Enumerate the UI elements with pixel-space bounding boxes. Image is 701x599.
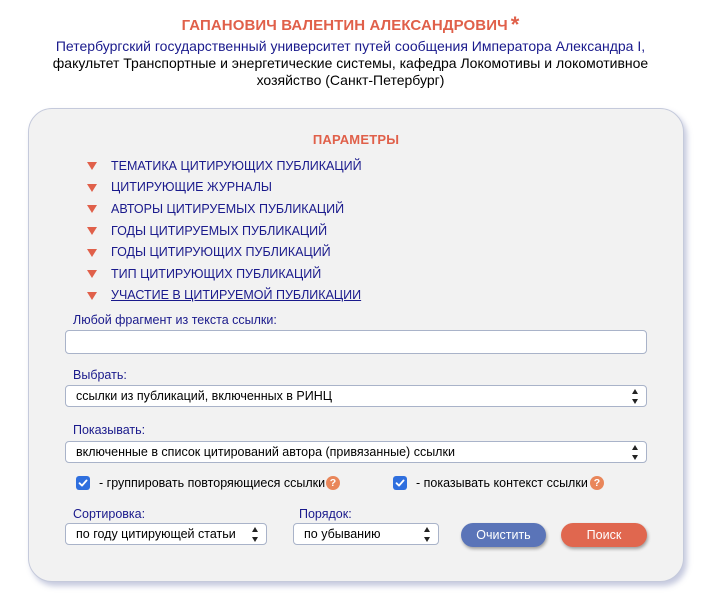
source-select[interactable] [65,385,647,407]
param-item-label: ГОДЫ ЦИТИРУЮЩИХ ПУБЛИКАЦИЙ [111,245,331,260]
group-duplicates-label: - группировать повторяющиеся ссылки [99,476,326,490]
affiliation-details: факультет Транспортные и энергетические системы, кафедра Локомотивы и локомотивное хозяйство (Санкт-Петербург) [52,55,649,88]
show-select[interactable] [65,441,647,463]
param-item-label: ЦИТИРУЮЩИЕ ЖУРНАЛЫ [111,180,272,195]
param-item-type[interactable] [87,263,362,285]
select-arrows-icon [251,527,259,542]
show-context-label: - показывать контекст ссылки [416,476,588,490]
sort-select-value: по году цитирующей статьи [76,527,236,541]
select-label: Выбрать: [73,368,127,382]
author-heading [0,12,701,38]
params-list [87,155,362,306]
order-select-value: по убыванию [304,527,381,541]
sort-label: Сортировка: [73,507,146,521]
triangle-down-icon [87,270,97,278]
author-name: ГАПАНОВИЧ ВАЛЕНТИН АЛЕКСАНДРОВИЧ [181,17,508,34]
source-select-value: ссылки из публикаций, включенных в РИНЦ [76,389,333,403]
param-item-journals[interactable] [87,177,362,199]
triangle-down-icon [87,292,97,300]
order-label: Порядок: [299,507,352,521]
search-parameters-panel [28,108,684,582]
clear-button[interactable]: Очистить [461,523,546,547]
group-help-icon[interactable]: ? [326,476,340,490]
param-item-authors[interactable] [87,198,362,220]
params-title: ПАРАМЕТРЫ [312,132,400,147]
triangle-down-icon [87,249,97,257]
order-select[interactable] [293,523,439,545]
select-arrows-icon [423,527,431,542]
affiliation [40,38,661,89]
show-select-value: включенные в список цитирований автора (привязанные) ссылки [76,445,455,459]
param-item-topics[interactable] [87,155,362,177]
triangle-down-icon [87,227,97,235]
param-item-participation[interactable] [87,285,362,307]
show-label: Показывать: [73,423,146,437]
param-item-cited-years[interactable] [87,220,362,242]
fragment-label: Любой фрагмент из текста ссылки: [73,313,277,327]
select-arrows-icon [631,389,639,404]
triangle-down-icon [87,162,97,170]
select-arrows-icon [631,445,639,460]
param-item-label: ГОДЫ ЦИТИРУЕМЫХ ПУБЛИКАЦИЙ [111,223,328,238]
triangle-down-icon [87,205,97,213]
fragment-input[interactable] [65,330,647,354]
param-item-label: ТИП ЦИТИРУЮЩИХ ПУБЛИКАЦИЙ [111,266,322,281]
affiliation-org-link[interactable]: Петербургский государственный университет путей сообщения Императора Александра I, [55,38,646,54]
group-duplicates-checkbox[interactable] [76,476,90,490]
param-item-label: УЧАСТИЕ В ЦИТИРУЕМОЙ ПУБЛИКАЦИИ [111,288,362,303]
context-help-icon[interactable]: ? [590,476,604,490]
checkmark-icon [395,478,405,488]
param-item-label: АВТОРЫ ЦИТИРУЕМЫХ ПУБЛИКАЦИЙ [111,201,345,216]
search-button[interactable]: Поиск [561,523,647,547]
sort-select[interactable] [65,523,267,545]
param-item-citing-years[interactable] [87,241,362,263]
triangle-down-icon [87,184,97,192]
param-item-label: ТЕМАТИКА ЦИТИРУЮЩИХ ПУБЛИКАЦИЙ [111,158,362,173]
checkmark-icon [78,478,88,488]
asterisk-icon: * [510,12,520,37]
show-context-checkbox[interactable] [393,476,407,490]
